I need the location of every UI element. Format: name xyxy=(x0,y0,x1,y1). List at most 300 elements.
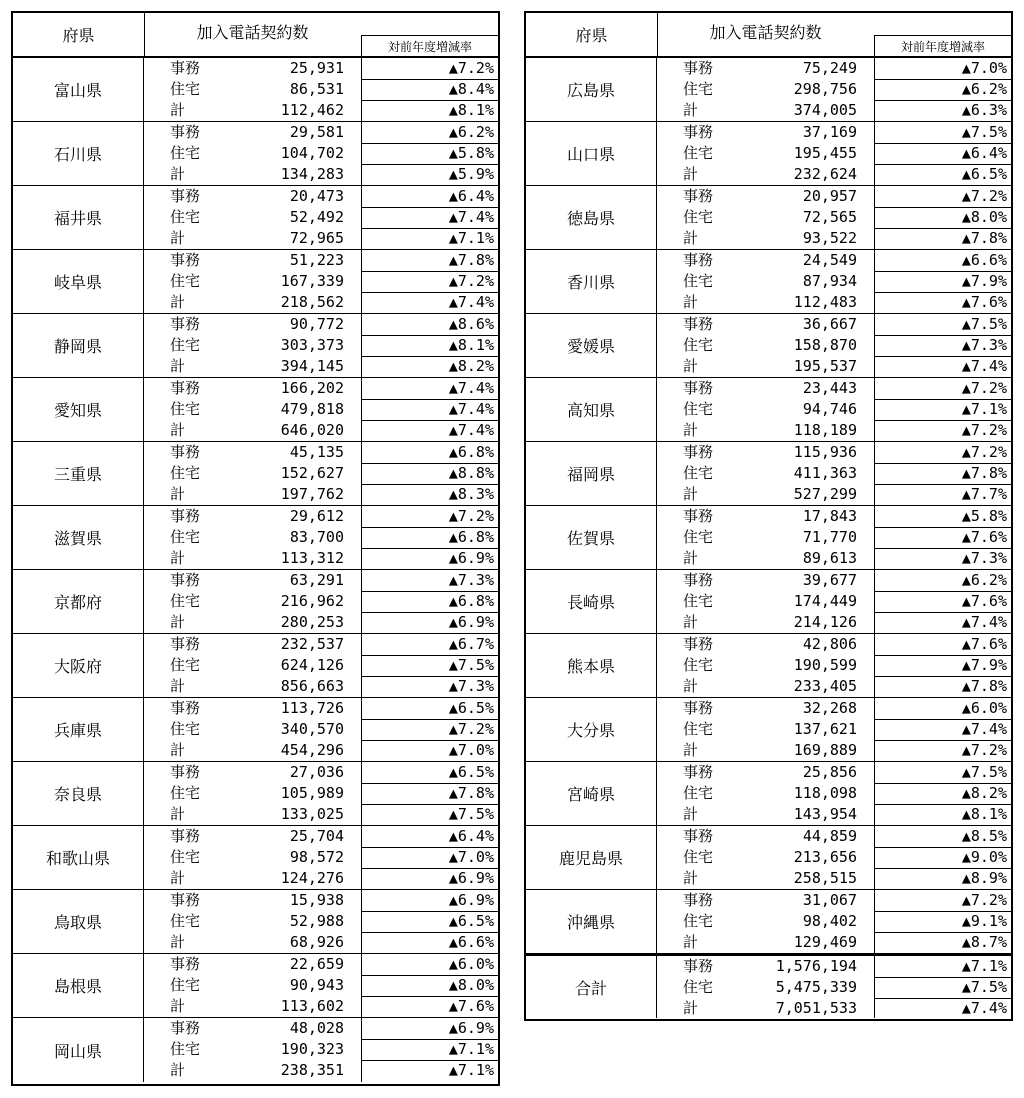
prefecture-group xyxy=(526,186,1011,250)
row-type: 計 xyxy=(683,805,699,823)
subscription-count: 45,135 xyxy=(289,443,344,461)
subscription-count: 195,455 xyxy=(793,144,857,162)
subscription-count: 52,988 xyxy=(289,912,344,930)
subscription-count: 158,870 xyxy=(793,336,857,354)
subscription-count: 190,599 xyxy=(793,656,857,674)
yoy-rate: ▲6.9% xyxy=(448,1019,494,1037)
table-row xyxy=(144,378,498,399)
subscription-count: 137,621 xyxy=(793,720,857,738)
yoy-rate: ▲7.5% xyxy=(961,978,1007,996)
row-type: 計 xyxy=(683,613,699,631)
yoy-rate: ▲5.8% xyxy=(961,507,1007,525)
subscription-count: 232,537 xyxy=(280,635,344,653)
row-type: 事務 xyxy=(170,507,201,525)
table-row xyxy=(657,58,1011,79)
prefecture-group xyxy=(13,506,498,570)
row-type: 住宅 xyxy=(170,400,201,418)
row-type: 計 xyxy=(683,677,699,695)
subscription-count: 52,492 xyxy=(289,208,344,226)
subscription-count: 90,943 xyxy=(289,976,344,994)
subscription-count: 232,624 xyxy=(793,165,857,183)
yoy-rate: ▲6.2% xyxy=(961,80,1007,98)
subscription-count: 527,299 xyxy=(793,485,857,503)
prefecture-group xyxy=(526,826,1011,890)
prefecture-group xyxy=(13,826,498,890)
yoy-rate: ▲7.2% xyxy=(961,741,1007,759)
yoy-rate: ▲8.6% xyxy=(448,315,494,333)
row-type: 住宅 xyxy=(170,1040,201,1058)
table-row xyxy=(657,676,1011,697)
subscription-count: 22,659 xyxy=(289,955,344,973)
subscription-count: 29,612 xyxy=(289,507,344,525)
prefecture-name: 徳島県 xyxy=(526,186,657,249)
row-type: 住宅 xyxy=(683,592,714,610)
table-row xyxy=(144,335,498,356)
prefecture-group xyxy=(13,954,498,1018)
subscription-count: 233,405 xyxy=(793,677,857,695)
yoy-rate: ▲8.3% xyxy=(448,485,494,503)
yoy-rate: ▲8.2% xyxy=(448,357,494,375)
subscription-count: 75,249 xyxy=(802,59,857,77)
table-header xyxy=(526,13,1011,58)
table-row xyxy=(144,271,498,292)
prefecture-group xyxy=(13,186,498,250)
subscription-count: 213,656 xyxy=(793,848,857,866)
subscription-count: 39,677 xyxy=(802,571,857,589)
table-row xyxy=(144,954,498,975)
table-row xyxy=(144,164,498,185)
table-row xyxy=(657,570,1011,591)
subscription-count: 174,449 xyxy=(793,592,857,610)
yoy-rate: ▲7.3% xyxy=(961,549,1007,567)
prefecture-name: 三重県 xyxy=(13,442,144,505)
subscription-count: 856,663 xyxy=(280,677,344,695)
row-type: 事務 xyxy=(170,891,201,909)
prefecture-name: 岡山県 xyxy=(13,1018,144,1082)
prefecture-name: 佐賀県 xyxy=(526,506,657,569)
yoy-rate: ▲5.9% xyxy=(448,165,494,183)
table-row xyxy=(144,1060,498,1081)
yoy-rate: ▲7.4% xyxy=(448,208,494,226)
subscription-count: 20,957 xyxy=(802,187,857,205)
row-type: 計 xyxy=(170,229,186,247)
yoy-rate: ▲8.0% xyxy=(448,976,494,994)
subscription-count: 646,020 xyxy=(280,421,344,439)
yoy-rate: ▲7.2% xyxy=(448,272,494,290)
yoy-rate: ▲6.8% xyxy=(448,528,494,546)
subscription-count: 7,051,533 xyxy=(775,999,857,1017)
prefecture-name: 沖縄県 xyxy=(526,890,657,953)
table-row xyxy=(144,58,498,79)
row-type: 事務 xyxy=(683,763,714,781)
table-row xyxy=(144,527,498,548)
row-type: 計 xyxy=(683,357,699,375)
row-type: 事務 xyxy=(170,1019,201,1037)
row-type: 住宅 xyxy=(683,336,714,354)
table-row xyxy=(657,591,1011,612)
row-type: 事務 xyxy=(170,827,201,845)
prefecture-name: 山口県 xyxy=(526,122,657,185)
table-row xyxy=(144,442,498,463)
yoy-rate: ▲8.0% xyxy=(961,208,1007,226)
prefecture-name: 鳥取県 xyxy=(13,890,144,953)
table-row xyxy=(144,975,498,996)
yoy-rate: ▲6.8% xyxy=(448,443,494,461)
yoy-rate: ▲7.2% xyxy=(448,59,494,77)
prefecture-group xyxy=(13,314,498,378)
table-row xyxy=(657,911,1011,932)
yoy-rate: ▲7.2% xyxy=(961,443,1007,461)
row-type: 計 xyxy=(683,101,699,119)
subscription-count: 152,627 xyxy=(280,464,344,482)
table-row xyxy=(144,804,498,825)
prefecture-group xyxy=(13,250,498,314)
yoy-rate: ▲5.8% xyxy=(448,144,494,162)
table-row xyxy=(144,847,498,868)
subscription-count: 1,576,194 xyxy=(775,957,857,975)
subscription-count: 143,954 xyxy=(793,805,857,823)
subscription-count: 104,702 xyxy=(280,144,344,162)
row-type: 事務 xyxy=(683,699,714,717)
header-subscriptions: 加入電話契約数 xyxy=(196,23,309,42)
table-row xyxy=(657,932,1011,953)
total-group xyxy=(526,954,1011,1018)
subscription-count: 112,483 xyxy=(793,293,857,311)
row-type: 計 xyxy=(683,165,699,183)
table-row xyxy=(144,484,498,505)
prefecture-name: 大分県 xyxy=(526,698,657,761)
subscription-count: 27,036 xyxy=(289,763,344,781)
subscription-count: 214,126 xyxy=(793,613,857,631)
yoy-rate: ▲6.4% xyxy=(448,827,494,845)
table-row xyxy=(657,378,1011,399)
left-body xyxy=(13,58,498,1082)
yoy-rate: ▲6.6% xyxy=(961,251,1007,269)
row-type: 計 xyxy=(683,869,699,887)
table-row xyxy=(657,804,1011,825)
prefecture-name: 広島県 xyxy=(526,58,657,121)
row-type: 住宅 xyxy=(683,208,714,226)
table-row xyxy=(144,826,498,847)
subscription-count: 36,667 xyxy=(802,315,857,333)
subscription-count: 29,581 xyxy=(289,123,344,141)
row-type: 事務 xyxy=(683,507,714,525)
yoy-rate: ▲7.9% xyxy=(961,656,1007,674)
row-type: 事務 xyxy=(170,571,201,589)
row-type: 事務 xyxy=(170,251,201,269)
subscription-count: 71,770 xyxy=(802,528,857,546)
row-type: 住宅 xyxy=(170,912,201,930)
prefecture-group xyxy=(526,506,1011,570)
subscription-count: 17,843 xyxy=(802,507,857,525)
yoy-rate: ▲7.1% xyxy=(448,1040,494,1058)
yoy-rate: ▲7.9% xyxy=(961,272,1007,290)
table-row xyxy=(657,356,1011,377)
table-row xyxy=(144,143,498,164)
prefecture-group xyxy=(526,634,1011,698)
subscription-count: 303,373 xyxy=(280,336,344,354)
header-subscriptions: 加入電話契約数 xyxy=(709,23,822,42)
row-type: 計 xyxy=(683,741,699,759)
yoy-rate: ▲7.5% xyxy=(961,763,1007,781)
row-type: 住宅 xyxy=(683,144,714,162)
row-type: 事務 xyxy=(170,699,201,717)
table-row xyxy=(657,762,1011,783)
prefecture-name: 大阪府 xyxy=(13,634,144,697)
table-row xyxy=(657,122,1011,143)
yoy-rate: ▲7.2% xyxy=(961,379,1007,397)
yoy-rate: ▲6.9% xyxy=(448,549,494,567)
yoy-rate: ▲8.9% xyxy=(961,869,1007,887)
table-row xyxy=(144,228,498,249)
row-type: 事務 xyxy=(683,59,714,77)
prefecture-group xyxy=(13,890,498,954)
row-type: 事務 xyxy=(683,443,714,461)
prefecture-group xyxy=(13,762,498,826)
table-row xyxy=(144,292,498,313)
row-type: 事務 xyxy=(170,635,201,653)
subscription-count: 454,296 xyxy=(280,741,344,759)
subscription-count: 197,762 xyxy=(280,485,344,503)
yoy-rate: ▲6.9% xyxy=(448,613,494,631)
subscription-count: 298,756 xyxy=(793,80,857,98)
subscription-count: 23,443 xyxy=(802,379,857,397)
yoy-rate: ▲6.5% xyxy=(448,763,494,781)
yoy-rate: ▲6.5% xyxy=(448,912,494,930)
yoy-rate: ▲7.6% xyxy=(448,997,494,1015)
yoy-rate: ▲7.5% xyxy=(448,656,494,674)
yoy-rate: ▲8.5% xyxy=(961,827,1007,845)
subscription-count: 238,351 xyxy=(280,1061,344,1079)
row-type: 住宅 xyxy=(170,656,201,674)
table-row xyxy=(657,612,1011,633)
prefecture-group xyxy=(526,698,1011,762)
table-row xyxy=(144,890,498,911)
table-row xyxy=(144,868,498,889)
yoy-rate: ▲6.6% xyxy=(448,933,494,951)
subscription-count: 44,859 xyxy=(802,827,857,845)
yoy-rate: ▲7.6% xyxy=(961,293,1007,311)
subscription-count: 37,169 xyxy=(802,123,857,141)
yoy-rate: ▲7.7% xyxy=(961,485,1007,503)
row-type: 事務 xyxy=(683,251,714,269)
right-body xyxy=(526,58,1011,1018)
prefecture-group xyxy=(526,570,1011,634)
yoy-rate: ▲7.2% xyxy=(448,720,494,738)
yoy-rate: ▲7.6% xyxy=(961,635,1007,653)
table-row xyxy=(144,1039,498,1060)
yoy-rate: ▲8.1% xyxy=(448,101,494,119)
table-row xyxy=(657,164,1011,185)
row-type: 住宅 xyxy=(170,208,201,226)
total-label: 合計 xyxy=(526,956,657,1018)
subscription-count: 258,515 xyxy=(793,869,857,887)
row-type: 事務 xyxy=(170,123,201,141)
yoy-rate: ▲7.2% xyxy=(961,891,1007,909)
subscription-count: 89,613 xyxy=(802,549,857,567)
row-type: 計 xyxy=(683,485,699,503)
header-yoy-rate: 対前年度増減率 xyxy=(874,35,1011,56)
subscription-count: 624,126 xyxy=(280,656,344,674)
subscription-count: 394,145 xyxy=(280,357,344,375)
yoy-rate: ▲9.0% xyxy=(961,848,1007,866)
yoy-rate: ▲6.5% xyxy=(448,699,494,717)
table-row xyxy=(657,847,1011,868)
yoy-rate: ▲8.8% xyxy=(448,464,494,482)
subscription-count: 72,965 xyxy=(289,229,344,247)
row-type: 住宅 xyxy=(170,976,201,994)
subscription-count: 105,989 xyxy=(280,784,344,802)
prefecture-name: 高知県 xyxy=(526,378,657,441)
prefecture-group xyxy=(13,378,498,442)
yoy-rate: ▲7.8% xyxy=(448,784,494,802)
yoy-rate: ▲7.8% xyxy=(961,464,1007,482)
prefecture-name: 福岡県 xyxy=(526,442,657,505)
subscription-count: 90,772 xyxy=(289,315,344,333)
row-type: 住宅 xyxy=(683,272,714,290)
row-type: 計 xyxy=(170,293,186,311)
yoy-rate: ▲6.8% xyxy=(448,592,494,610)
subscription-count: 94,746 xyxy=(802,400,857,418)
row-type: 住宅 xyxy=(170,144,201,162)
table-row xyxy=(657,79,1011,100)
prefecture-name: 滋賀県 xyxy=(13,506,144,569)
yoy-rate: ▲6.0% xyxy=(448,955,494,973)
subscription-count: 113,312 xyxy=(280,549,344,567)
subscription-count: 190,323 xyxy=(280,1040,344,1058)
subscription-count: 411,363 xyxy=(793,464,857,482)
row-type: 計 xyxy=(170,165,186,183)
row-type: 計 xyxy=(170,1061,186,1079)
table-row xyxy=(144,570,498,591)
yoy-rate: ▲6.4% xyxy=(961,144,1007,162)
subscription-count: 479,818 xyxy=(280,400,344,418)
table-row xyxy=(144,548,498,569)
yoy-rate: ▲7.3% xyxy=(448,677,494,695)
yoy-rate: ▲6.2% xyxy=(448,123,494,141)
yoy-rate: ▲7.4% xyxy=(961,357,1007,375)
row-type: 計 xyxy=(170,549,186,567)
table-row xyxy=(657,868,1011,889)
row-type: 計 xyxy=(170,613,186,631)
prefecture-group xyxy=(526,442,1011,506)
yoy-rate: ▲6.2% xyxy=(961,571,1007,589)
yoy-rate: ▲7.4% xyxy=(448,379,494,397)
yoy-rate: ▲7.0% xyxy=(961,59,1007,77)
row-type: 事務 xyxy=(683,571,714,589)
table-row xyxy=(657,548,1011,569)
yoy-rate: ▲6.5% xyxy=(961,165,1007,183)
row-type: 住宅 xyxy=(170,464,201,482)
yoy-rate: ▲7.8% xyxy=(961,229,1007,247)
yoy-rate: ▲7.4% xyxy=(448,421,494,439)
yoy-rate: ▲7.4% xyxy=(448,400,494,418)
subscription-count: 280,253 xyxy=(280,613,344,631)
table-header xyxy=(13,13,498,58)
prefecture-group xyxy=(13,698,498,762)
yoy-rate: ▲9.1% xyxy=(961,912,1007,930)
prefecture-name: 長崎県 xyxy=(526,570,657,633)
table-row xyxy=(657,143,1011,164)
table-row xyxy=(657,698,1011,719)
table-row xyxy=(144,122,498,143)
subscription-count: 20,473 xyxy=(289,187,344,205)
subscription-count: 167,339 xyxy=(280,272,344,290)
row-type: 計 xyxy=(170,997,186,1015)
yoy-rate: ▲7.1% xyxy=(961,400,1007,418)
subscription-count: 118,098 xyxy=(793,784,857,802)
prefecture-name: 香川県 xyxy=(526,250,657,313)
prefecture-group xyxy=(13,58,498,122)
table-row xyxy=(657,977,1011,998)
yoy-rate: ▲7.3% xyxy=(961,336,1007,354)
table-row xyxy=(657,826,1011,847)
row-type: 計 xyxy=(170,357,186,375)
row-type: 住宅 xyxy=(683,912,714,930)
row-type: 住宅 xyxy=(683,656,714,674)
subscription-count: 98,572 xyxy=(289,848,344,866)
yoy-rate: ▲7.1% xyxy=(448,229,494,247)
subscription-count: 113,602 xyxy=(280,997,344,1015)
prefecture-name: 石川県 xyxy=(13,122,144,185)
subscription-count: 86,531 xyxy=(289,80,344,98)
yoy-rate: ▲7.5% xyxy=(448,805,494,823)
table-row xyxy=(144,356,498,377)
yoy-rate: ▲7.0% xyxy=(448,741,494,759)
yoy-rate: ▲6.0% xyxy=(961,699,1007,717)
subscription-count: 51,223 xyxy=(289,251,344,269)
yoy-rate: ▲7.2% xyxy=(448,507,494,525)
row-type: 事務 xyxy=(170,59,201,77)
row-type: 事務 xyxy=(683,315,714,333)
subscription-count: 24,549 xyxy=(802,251,857,269)
table-row xyxy=(144,698,498,719)
table-row xyxy=(657,100,1011,121)
prefecture-group xyxy=(526,122,1011,186)
row-type: 事務 xyxy=(683,123,714,141)
prefecture-group xyxy=(526,378,1011,442)
row-type: 住宅 xyxy=(683,848,714,866)
subscription-count: 129,469 xyxy=(793,933,857,951)
table-row xyxy=(657,956,1011,977)
table-row xyxy=(657,484,1011,505)
subscription-count: 169,889 xyxy=(793,741,857,759)
table-row xyxy=(144,996,498,1017)
table-row xyxy=(144,1018,498,1039)
table-row xyxy=(144,207,498,228)
subscription-count: 118,189 xyxy=(793,421,857,439)
subscription-count: 63,291 xyxy=(289,571,344,589)
prefecture-group xyxy=(13,634,498,698)
table-row xyxy=(657,634,1011,655)
subscription-count: 25,931 xyxy=(289,59,344,77)
yoy-rate: ▲7.2% xyxy=(961,187,1007,205)
yoy-rate: ▲6.9% xyxy=(448,891,494,909)
prefecture-group xyxy=(13,570,498,634)
subscription-count: 166,202 xyxy=(280,379,344,397)
subscription-count: 218,562 xyxy=(280,293,344,311)
table-row xyxy=(657,890,1011,911)
row-type: 事務 xyxy=(170,955,201,973)
subscription-count: 216,962 xyxy=(280,592,344,610)
prefecture-name: 岐阜県 xyxy=(13,250,144,313)
row-type: 事務 xyxy=(683,379,714,397)
table-row xyxy=(657,442,1011,463)
subscription-count: 32,268 xyxy=(802,699,857,717)
row-type: 事務 xyxy=(683,957,714,975)
row-type: 計 xyxy=(170,101,186,119)
row-type: 計 xyxy=(170,421,186,439)
